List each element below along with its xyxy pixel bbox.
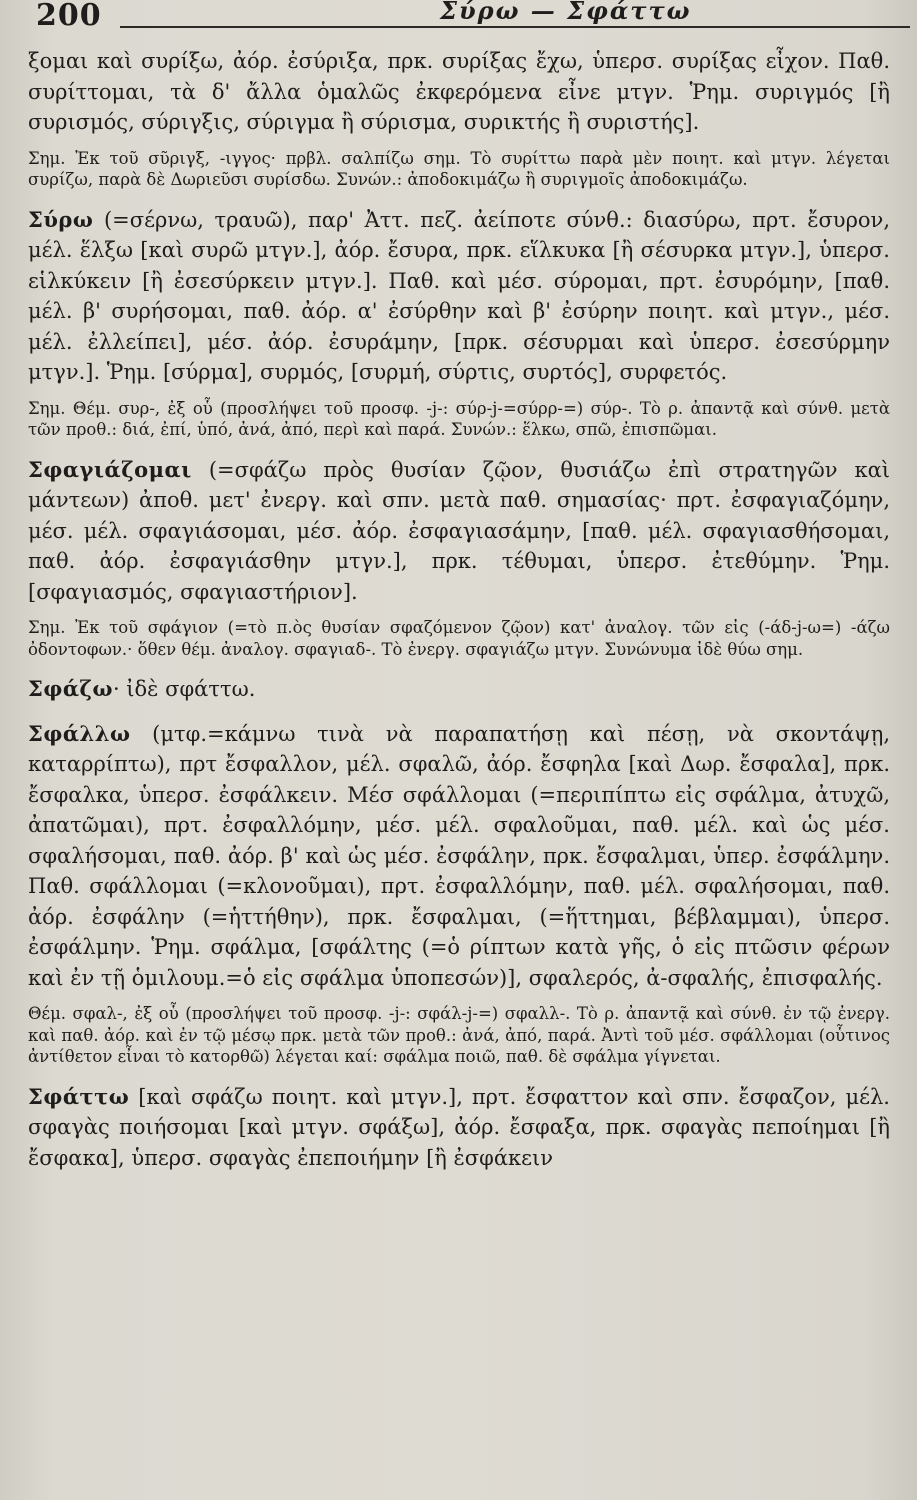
entry-sfatto: [28, 1082, 890, 1174]
entry-note: Σημ. Θέμ. συρ-, ἐξ οὗ (προσλήψει τοῦ προσφ. -j-: σύρ-j-=σύρρ-=) σύρ-. Τὸ ρ. ἀπαντᾷ καὶ σύνθ. μετὰ τῶν προθ.: διά, ἐπί, ὑπό, ἀνά, ἀπό, περὶ καὶ παρά. Συνών.: ἕλκω, σπῶ, ἐπισπῶμαι.: [28, 398, 890, 439]
entry-note: Σημ. Ἐκ τοῦ σῦριγξ, -ιγγος· πρβλ. σαλπίζω σημ. Τὸ συρίττω παρὰ μὲν ποιητ. καὶ μτγν. λέγεται συρίζω, παρὰ δὲ Δωριεῦσι συρίσδω. Συνών.: ἀποδοκιμάζω ἢ συριγμοῖς ἀποδοκιμάζω.: [28, 148, 890, 189]
entry-continuation: [28, 46, 890, 138]
entry-text: · ἰδὲ σφάττω.: [112, 677, 256, 701]
page-body: [28, 46, 890, 1183]
entry-text: [καὶ σφάζω ποιητ. καὶ μτγν.], πρτ. ἔσφαττον καὶ σπν. ἔσφαζον, μέλ. σφαγὰς ποιήσομαι [καὶ μτγν. σφάξω], ἀόρ. ἔσφαξα, πρκ. σφαγὰς πεποίημαι [ἢ ἔσφακα], ὑπερσ. σφαγὰς ἐπεποιήμην [ἢ ἐσφάκειν: [28, 1084, 890, 1170]
entry-text: (μτφ.=κάμνω τινὰ νὰ παραπατήσῃ καὶ πέσῃ, νὰ σκοντάψῃ, καταρρίπτω), πρτ ἔσφαλλον, μέλ. σφαλῶ, ἀόρ. ἔσφηλα [καὶ Δωρ. ἔσφαλα], πρκ. ἔσφαλκα, ὑπερσ. ἐσφάλκειν. Μέσ σφάλλομαι (=περιπίπτω εἰς σφάλμα, ἀτυχῶ, ἀπατῶμαι), πρτ. ἐσφαλλόμην, μέσ. μέλ. σφαλοῦμαι, παθ. μέλ. καὶ ὡς μέσ. σφαλήσομαι, παθ. ἀόρ. β' καὶ ὡς μέσ. ἐσφάλην, πρκ. ἔσφαλμαι, ὑπερ. ἐσφάλμην. Παθ. σφάλλομαι (=κλονοῦμαι), πρτ. ἐσφαλλόμην, παθ. μέλ. σφαλήσομαι, παθ. ἀόρ. ἐσφάλην (=ἡττήθην), πρκ. ἔσφαλμαι, (=ἥττημαι, βέβλαμμαι), ὑπερσ. ἐσφάλμην. Ῥημ. σφάλμα, [σφάλτης (=ὁ ρίπτων κατὰ γῆς, ὁ εἰς πτῶσιν φέρων καὶ ἐν τῇ ὁμιλουμ.=ὁ εἰς σφάλμα ὑποπεσών)], σφαλερός, ἀ-σφαλής, ἐπισφαλής.: [28, 721, 890, 990]
page-number: 200: [36, 0, 102, 33]
entry-sfazo: [28, 674, 890, 705]
header-rule: [120, 26, 910, 28]
entry-syro: [28, 205, 890, 388]
entry-headword: Σφάζω: [28, 676, 113, 701]
entry-sfallo: [28, 719, 890, 994]
entry-headword: Σφάλλω: [28, 720, 131, 746]
running-head: Σύρω — Σφάττω: [440, 0, 692, 25]
entry-note: Σημ. Ἐκ τοῦ σφάγιον (=τὸ π.ὸς θυσίαν σφαζόμενον ζῷον) κατ' ἀναλογ. τῶν εἰς (-άδ-j-ω=) -άζω ὀδοντοφων.· ὅθεν θέμ. ἀναλογ. σφαγιαδ-. Τὸ ἐνεργ. σφαγιάζω μτγν. Συνώνυμα ἰδὲ θύω σημ.: [28, 618, 890, 659]
entry-sfagiazomai: [28, 455, 890, 608]
entry-headword: Σφαγιάζομαι: [28, 456, 192, 482]
entry-note: Θέμ. σφαλ-, ἐξ οὗ (προσλήψει τοῦ προσφ. -j-: σφάλ-j-=) σφαλλ-. Τὸ ρ. ἀπαντᾷ καὶ σύνθ. ἐν τῷ ἐνεργ. καὶ παθ. ἀόρ. καὶ ἐν τῷ μέσῳ πρκ. μετὰ τῶν προθ.: ἀνά, ἀπό, παρά. Ἀντὶ τοῦ μέσ. σφάλλομαι (οὗτινος ἀντίθετον εἶναι τὸ κατορθῶ) λέγεται καί: σφάλμα ποιῶ, παθ. δὲ σφάλμα γίγνεται.: [28, 1004, 890, 1066]
entry-headword: Σφάττω: [28, 1083, 130, 1109]
entry-text: (=σέρνω, τραυῶ), παρ' Ἀττ. πεζ. ἀείποτε σύνθ.: διασύρω, πρτ. ἔσυρον, μέλ. ἕλξω [καὶ συρῶ μτγν.], ἀόρ. ἔσυρα, πρκ. εἵλκυκα [ἢ σέσυρκα μτγν.], ὑπερσ. εἱλκύκειν [ἢ ἐσεσύρκειν μτγν.]. Παθ. καὶ μέσ. σύρομαι, πρτ. ἐσυρόμην, [παθ. μέλ. β' συρήσομαι, παθ. ἀόρ. α' ἐσύρθην καὶ β' ἐσύρην ποιητ. καὶ μτγν., μέσ. μέλ. ἐλλείπει], μέσ. ἀόρ. ἐσυράμην, [πρκ. σέσυρμαι καὶ ὑπερσ. ἐσεσύρμην μτγν.]. Ῥημ. [σύρμα], συρμός, [συρμή, σύρτις, συρτός], συρφετός.: [28, 207, 890, 384]
entry-text: ξομαι καὶ συρίξω, ἀόρ. ἐσύριξα, πρκ. συρίξας ἔχω, ὑπερσ. συρίξας εἶχον. Παθ. συρίττομαι, τὰ δ' ἄλλα ὁμαλῶς ἐκφερόμενα εἶνε μτγν. Ῥημ. συριγμός [ἢ συρισμός, σύριγξις, σύριγμα ἢ σύρισμα, συρικτής ἢ συριστής].: [28, 49, 890, 134]
entry-text: (=σφάζω πρὸς θυσίαν ζῷον, θυσιάζω ἐπὶ στρατηγῶν καὶ μάντεων) ἀποθ. μετ' ἐνεργ. καὶ σπν. μετὰ παθ. σημασίας· πρτ. ἐσφαγιαζόμην, μέσ. μέλ. σφαγιάσομαι, μέσ. ἀόρ. ἐσφαγιασάμην, [παθ. μέλ. σφαγιασθήσομαι, παθ. ἀόρ. ἐσφαγιάσθην μτγν.], πρκ. τέθυμαι, ὑπερσ. ἐτεθύμην. Ῥημ. [σφαγιασμός, σφαγιαστήριον].: [28, 457, 890, 604]
page-header: [0, 0, 917, 34]
entry-headword: Σύρω: [28, 206, 94, 232]
